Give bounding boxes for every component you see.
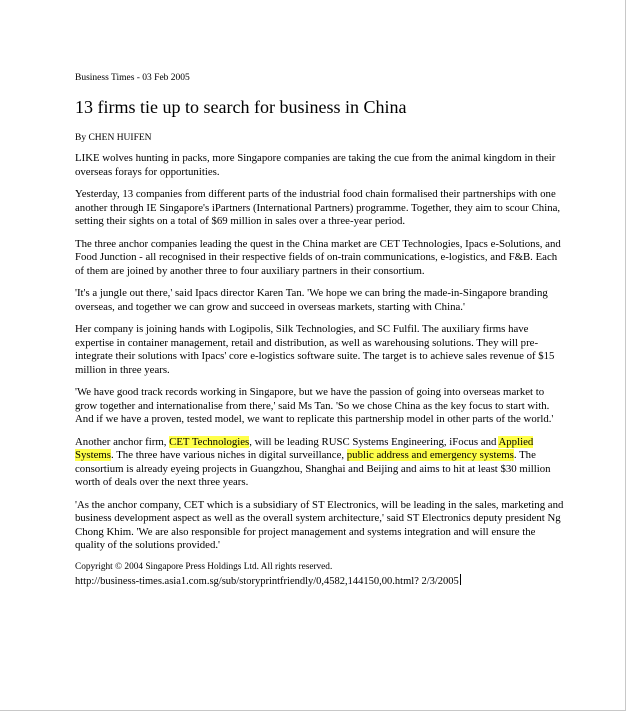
article bbox=[75, 72, 565, 588]
article-headline: 13 firms tie up to search for business in China bbox=[75, 97, 407, 117]
paragraph-7 bbox=[75, 436, 565, 490]
paragraph-7-text-1: Another anchor firm, bbox=[75, 435, 170, 448]
text-cursor bbox=[460, 574, 461, 585]
paragraph-7-text-3: . The three have various niches in digital surveillance, bbox=[111, 449, 347, 461]
paragraph-8: 'As the anchor company, CET which is a subsidiary of ST Electronics, will be leading in the sales, marketing and business development aspect as well as the overall system architecture,' said ST Electronics deputy president Ng Chong Khim. 'We are also responsible for project management and systems integration and will ensure the quality of the solutions provided.' bbox=[75, 498, 564, 551]
paragraph-7-text-4: . The consortium is already eyeing projects in Guangzhou, Shanghai and Beijing and aims to hit at least $30 million worth of deals over the next three years. bbox=[75, 449, 551, 488]
paragraph-5: Her company is joining hands with Logipolis, Silk Technologies, and SC Fulfil. The auxiliary firms have expertise in container management, retail and distribution, as well as warehousing solutions. They will pre-integrate their solutions with Ipacs' core e-logistics software suite. The target is to achieve sales revenue of $15 million in three years. bbox=[75, 323, 555, 376]
article-source: Business Times - 03 Feb 2005 bbox=[75, 73, 190, 83]
source-url: http://business-times.asia1.com.sg/sub/storyprintfriendly/0,4582,144150,00.html? 2/3/2005 bbox=[75, 575, 459, 587]
paragraph-6: 'We have good track records working in Singapore, but we have the passion of going into overseas market to grow together and internationalise from there,' said Ms Tan. 'So we chose China as the key focus to start with. And if we have a proven, tested model, we want to replicate this partnership model in other parts of the world.' bbox=[75, 386, 554, 425]
paragraph-1: LIKE wolves hunting in packs, more Singapore companies are taking the cue from the animal kingdom in their overseas forays for opportunities. bbox=[75, 152, 556, 178]
article-byline: By CHEN HUIFEN bbox=[75, 133, 152, 143]
paragraph-2: Yesterday, 13 companies from different parts of the industrial food chain formalised their partnerships with one another through IE Singapore's iPartners (International Partners) programme. Together, they aim to scour China, setting their sights on a total of $69 million in sales over a three-year period. bbox=[75, 188, 561, 227]
highlight-cet-technologies: CET Technologies bbox=[169, 435, 250, 448]
copyright-notice: Copyright © 2004 Singapore Press Holdings Ltd. All rights reserved. bbox=[75, 561, 333, 572]
highlight-applied-systems: Applied Systems bbox=[75, 435, 534, 461]
source-url-footer bbox=[75, 574, 565, 588]
paragraph-3: The three anchor companies leading the quest in the China market are CET Technologies, Ipacs e-Solutions, and Food Junction - all recognised in their respective fields of on-train communications, e-logistics, and F&B. Each of them are joined by another three to four auxiliary partners in their consortium. bbox=[75, 237, 561, 277]
highlight-public-address-systems: public address and emergency systems bbox=[346, 449, 514, 461]
paragraph-7-text-2: , will be leading RUSC Systems Engineering, iFocus and bbox=[249, 435, 499, 448]
paragraph-4: 'It's a jungle out there,' said Ipacs director Karen Tan. 'We hope we can bring the made-in-Singapore branding overseas, and together we can grow and succeed in overseas markets, starting with China.' bbox=[75, 287, 548, 313]
